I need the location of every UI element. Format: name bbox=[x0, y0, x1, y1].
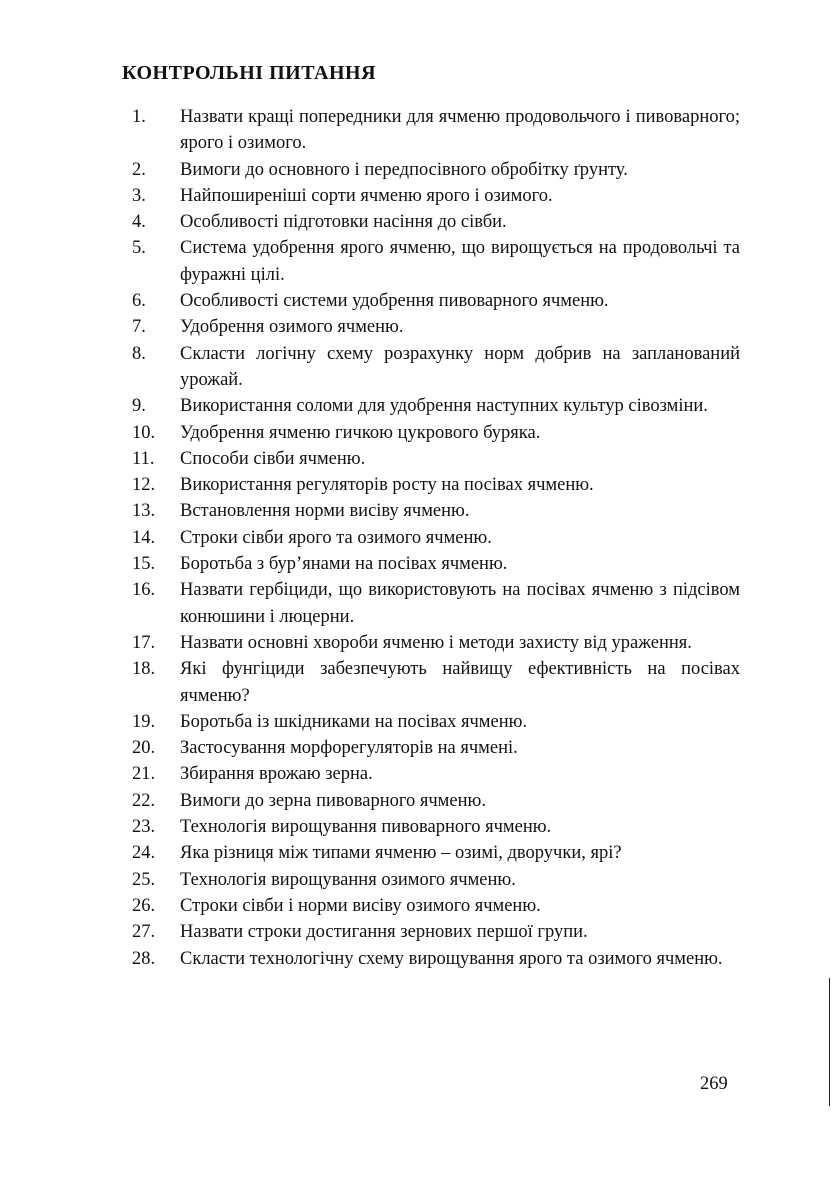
question-text: Використання соломи для удобрення наступних культур сівозміни. bbox=[180, 396, 708, 417]
question-item bbox=[132, 840, 740, 866]
question-item bbox=[132, 630, 740, 656]
question-item bbox=[132, 235, 740, 288]
question-text: Особливості підготовки насіння до сівби. bbox=[180, 212, 507, 233]
question-number: 24. bbox=[132, 843, 156, 864]
question-number: 9. bbox=[132, 396, 146, 417]
page-title: КОНТРОЛЬНІ ПИТАННЯ bbox=[122, 62, 377, 84]
question-text: Які фунгіциди забезпечують найвищу ефективність на посівах ячменю? bbox=[180, 659, 740, 706]
question-item bbox=[132, 656, 740, 709]
question-text: Технологія вирощування озимого ячменю. bbox=[180, 869, 516, 890]
question-number: 20. bbox=[132, 738, 156, 759]
question-number: 1. bbox=[132, 107, 146, 127]
question-item bbox=[132, 157, 740, 183]
question-text: Удобрення ячменю гичкою цукрового буряка. bbox=[180, 422, 541, 443]
question-text: Встановлення норми висіву ячменю. bbox=[180, 501, 470, 522]
question-item bbox=[132, 577, 740, 630]
question-item bbox=[132, 446, 740, 472]
question-number: 8. bbox=[132, 343, 146, 364]
question-number: 27. bbox=[132, 922, 156, 943]
question-item bbox=[132, 104, 740, 157]
question-text: Боротьба із шкідниками на посівах ячменю. bbox=[180, 711, 528, 732]
question-number: 19. bbox=[132, 711, 156, 732]
question-item bbox=[132, 735, 740, 761]
question-item bbox=[132, 393, 740, 419]
question-text: Технологія вирощування пивоварного ячменю. bbox=[180, 817, 552, 838]
question-text: Назвати основні хвороби ячменю і методи захисту від ураження. bbox=[180, 632, 692, 653]
question-item bbox=[132, 919, 740, 945]
question-number: 16. bbox=[132, 580, 156, 601]
question-item bbox=[132, 551, 740, 577]
question-number: 11. bbox=[132, 448, 155, 469]
question-text: Використання регуляторів росту на посівах ячменю. bbox=[180, 475, 594, 496]
question-text: Боротьба з бур’янами на посівах ячменю. bbox=[180, 554, 508, 575]
question-number: 6. bbox=[132, 291, 146, 312]
question-number: 10. bbox=[132, 422, 156, 443]
question-item bbox=[132, 209, 740, 235]
question-text: Збирання врожаю зерна. bbox=[180, 764, 373, 785]
question-number: 4. bbox=[132, 212, 146, 233]
question-number: 15. bbox=[132, 554, 156, 575]
question-item bbox=[132, 761, 740, 787]
question-text: Застосування морфорегуляторів на ячмені. bbox=[180, 738, 518, 759]
questions-list bbox=[132, 104, 740, 972]
question-number: 18. bbox=[132, 659, 156, 680]
question-text: Способи сівби ячменю. bbox=[180, 448, 366, 469]
question-item bbox=[132, 472, 740, 498]
question-number: 22. bbox=[132, 790, 156, 811]
question-item bbox=[132, 893, 740, 919]
question-number: 14. bbox=[132, 527, 156, 548]
question-item bbox=[132, 420, 740, 446]
question-text: Вимоги до основного і передпосівного обробітку ґрунту. bbox=[180, 159, 628, 180]
question-number: 28. bbox=[132, 948, 156, 969]
question-text: Скласти логічну схему розрахунку норм добрив на запланований урожай. bbox=[180, 343, 740, 390]
question-item bbox=[132, 946, 740, 972]
question-text: Удобрення озимого ячменю. bbox=[180, 317, 404, 338]
question-text: Назвати гербіциди, що використовують на посівах ячменю з підсівом конюшини і люцерни. bbox=[180, 580, 740, 627]
question-text: Скласти технологічну схему вирощування ярого та озимого ячменю. bbox=[180, 948, 723, 969]
question-text: Особливості системи удобрення пивоварного ячменю. bbox=[180, 291, 609, 312]
question-number: 12. bbox=[132, 475, 156, 496]
question-text: Строки сівби ярого та озимого ячменю. bbox=[180, 527, 492, 548]
question-number: 25. bbox=[132, 869, 156, 890]
question-item bbox=[132, 288, 740, 314]
question-text: Вимоги до зерна пивоварного ячменю. bbox=[180, 790, 486, 811]
page-edge-line bbox=[829, 978, 830, 1106]
question-text: Система удобрення ярого ячменю, що вирощується на продовольчі та фуражні цілі. bbox=[180, 238, 740, 285]
question-text: Строки сівби і норми висіву озимого ячменю. bbox=[180, 895, 541, 916]
page-number: 269 bbox=[700, 1074, 728, 1094]
question-item bbox=[132, 183, 740, 209]
question-number: 13. bbox=[132, 501, 156, 522]
question-number: 26. bbox=[132, 895, 156, 916]
question-number: 21. bbox=[132, 764, 156, 785]
question-item bbox=[132, 867, 740, 893]
question-text: Назвати кращі попередники для ячменю продовольчого і пивоварного; ярого і озимого. bbox=[180, 107, 740, 154]
question-item bbox=[132, 788, 740, 814]
question-number: 3. bbox=[132, 185, 146, 206]
question-number: 23. bbox=[132, 817, 156, 838]
question-text: Яка різниця між типами ячменю – озимі, дворучки, ярі? bbox=[180, 843, 622, 864]
question-text: Назвати строки достигання зернових першої групи. bbox=[180, 922, 588, 943]
question-item bbox=[132, 525, 740, 551]
question-number: 7. bbox=[132, 317, 146, 338]
question-item bbox=[132, 814, 740, 840]
question-number: 17. bbox=[132, 632, 156, 653]
question-item bbox=[132, 709, 740, 735]
question-text: Найпоширеніші сорти ячменю ярого і озимого. bbox=[180, 185, 553, 206]
question-number: 5. bbox=[132, 238, 146, 259]
question-number: 2. bbox=[132, 159, 146, 180]
question-item bbox=[132, 498, 740, 524]
question-item bbox=[132, 314, 740, 340]
question-item bbox=[132, 341, 740, 394]
